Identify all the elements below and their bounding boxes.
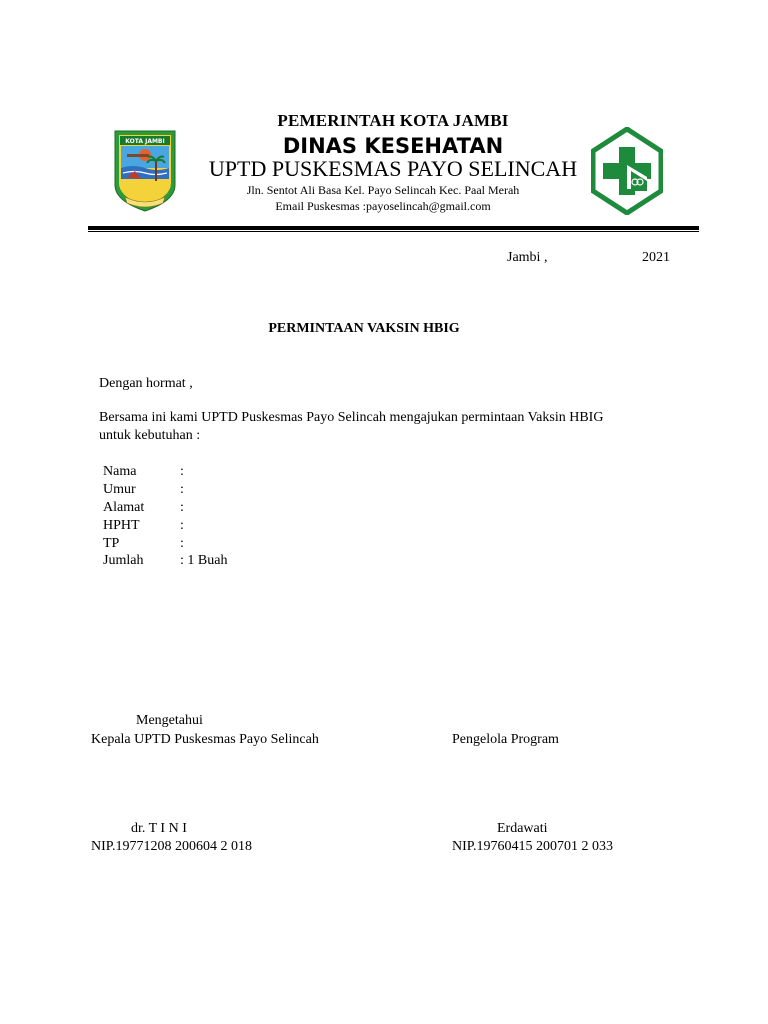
date-year: 2021 — [642, 250, 670, 265]
signature-right-name: Erdawati — [497, 821, 548, 836]
letterhead-divider-thin — [88, 231, 699, 232]
field-value-tp: : — [180, 536, 184, 551]
logo-left-label: KOTA JAMBI — [125, 138, 165, 145]
field-value-nama: : — [180, 464, 184, 479]
greeting: Dengan hormat , — [99, 376, 193, 391]
signature-left-caption: Mengetahui — [136, 713, 203, 728]
field-label-tp: TP — [103, 536, 120, 551]
letterhead-divider-thick — [88, 226, 699, 230]
letterhead-address: Jln. Sentot Ali Basa Kel. Payo Selincah Kec. Paal Merah — [246, 183, 520, 197]
field-label-hpht: HPHT — [103, 518, 140, 533]
field-label-umur: Umur — [103, 482, 136, 497]
letterhead-government: PEMERINTAH KOTA JAMBI — [277, 111, 509, 130]
signature-left-name: dr. T I N I — [131, 821, 187, 836]
field-value-umur: : — [180, 482, 184, 497]
date-place: Jambi , — [507, 250, 548, 265]
field-label-nama: Nama — [103, 464, 137, 479]
signature-left-role: Kepala UPTD Puskesmas Payo Selincah — [91, 732, 319, 747]
body-line-1: Bersama ini kami UPTD Puskesmas Payo Selincah mengajukan permintaan Vaksin HBIG — [99, 410, 604, 425]
signature-right-nip: NIP.19760415 200701 2 033 — [452, 839, 614, 854]
letterhead-department: DINAS KESEHATAN — [282, 134, 504, 158]
signature-right-role: Pengelola Program — [452, 732, 559, 747]
field-label-jumlah: Jumlah — [103, 553, 144, 568]
field-label-alamat: Alamat — [103, 500, 145, 515]
field-value-alamat: : — [180, 500, 184, 515]
signature-left-nip: NIP.19771208 200604 2 018 — [91, 839, 253, 854]
field-value-jumlah: : 1 Buah — [180, 553, 228, 568]
body-line-2: untuk kebutuhan : — [99, 428, 201, 443]
letterhead-institution: UPTD PUSKESMAS PAYO SELINCAH — [208, 156, 578, 181]
field-value-hpht: : — [180, 518, 184, 533]
letterhead-email: Email Puskesmas :payoselincah@gmail.com — [275, 199, 491, 213]
document-title: PERMINTAAN VAKSIN HBIG — [268, 321, 460, 336]
